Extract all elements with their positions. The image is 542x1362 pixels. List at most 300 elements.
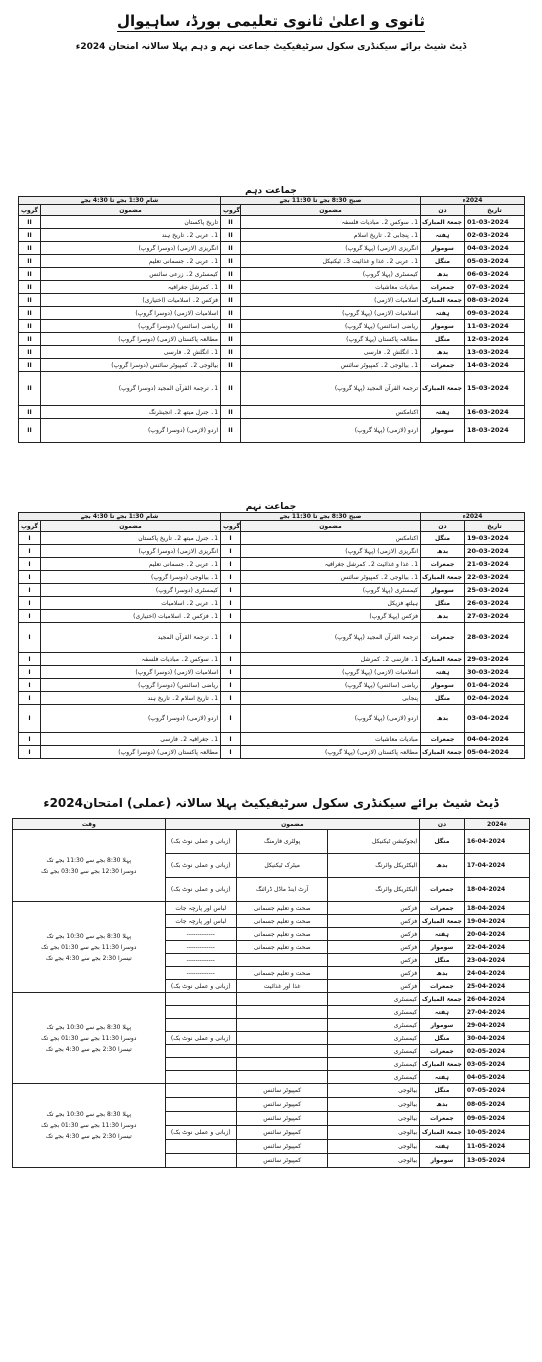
group-morning: II bbox=[221, 307, 241, 320]
time-slot: پہلا 8:30 بجے سے 10:30 بجے تک bbox=[46, 1111, 132, 1118]
subject-evening: مطالعہ پاکستان (لازمی) (دوسرا گروپ) bbox=[41, 333, 221, 346]
subject-morning: اردو (لازمی) (پہلا گروپ) bbox=[241, 705, 421, 733]
day-cell: بدھ bbox=[420, 967, 465, 980]
subject-primary: کیمسٹری bbox=[328, 1058, 420, 1071]
time-slot: دوسرا 12:30 بجے سے 03:30 بجے تک bbox=[41, 867, 137, 875]
group-morning: I bbox=[221, 733, 241, 746]
subject-morning: 1۔ بیالوجی 2۔ کمپیوٹر سائنس bbox=[241, 359, 421, 372]
subject-note bbox=[165, 1071, 236, 1084]
subject-morning: ہیلتھ فزیکل bbox=[241, 597, 421, 610]
subject-secondary bbox=[236, 1045, 328, 1058]
subject-morning: اسلامیات (لازمی) (پہلا گروپ) bbox=[241, 666, 421, 679]
group-evening: I bbox=[19, 545, 41, 558]
table-row bbox=[19, 294, 525, 307]
subject-evening: 1۔ جنرل میتھ 2۔ تاریخ پاکستان bbox=[41, 532, 221, 545]
table-row bbox=[19, 733, 525, 746]
group-evening: II bbox=[19, 333, 41, 346]
table-row bbox=[19, 346, 525, 359]
subject-morning: ریاضی (سائنس) (پہلا گروپ) bbox=[241, 679, 421, 692]
subject-note: (زبانی و عملی نوٹ بک) bbox=[165, 1032, 236, 1045]
subject-evening: تاریخ پاکستان bbox=[41, 216, 221, 229]
subject-morning: فزکس (پہلا گروپ) bbox=[241, 610, 421, 623]
table-row bbox=[19, 532, 525, 545]
subject-note: (زبانی و عملی نوٹ بک) bbox=[165, 830, 236, 854]
subject-primary: ایجوکیشن ٹیکنیکل bbox=[328, 830, 420, 854]
day-cell: منگل bbox=[420, 1032, 465, 1045]
date-cell: 26-03-2024 bbox=[465, 597, 525, 610]
date-cell: 04-03-2024 bbox=[465, 242, 525, 255]
table-row bbox=[19, 372, 525, 406]
subject-evening: 1۔ تاریخ اسلام 2۔ تاریخ ہند bbox=[41, 692, 221, 705]
group-evening: II bbox=[19, 419, 41, 443]
group-evening: I bbox=[19, 532, 41, 545]
group-morning: II bbox=[221, 281, 241, 294]
group-evening: I bbox=[19, 666, 41, 679]
table-row bbox=[19, 359, 525, 372]
time-slot: پہلا 8:30 بجے سے 10:30 بجے تک bbox=[46, 1023, 132, 1031]
day-cell: بدھ bbox=[421, 705, 465, 733]
group-evening: II bbox=[19, 307, 41, 320]
subject-evening: 1۔ کمرشل جغرافیہ bbox=[41, 281, 221, 294]
day-cell: جمعرات bbox=[421, 733, 465, 746]
table-row bbox=[19, 216, 525, 229]
col-day: دن bbox=[421, 205, 465, 216]
table-row bbox=[19, 610, 525, 623]
group-morning: II bbox=[221, 346, 241, 359]
subject-primary: کیمسٹری bbox=[328, 1019, 420, 1032]
date-cell: 20-04-2024 bbox=[464, 928, 529, 941]
group-morning: I bbox=[221, 610, 241, 623]
day-cell: ہفتہ bbox=[421, 229, 465, 242]
subject-morning: 1۔ پنجابی 2۔ تاریخ اسلام bbox=[241, 229, 421, 242]
subject-morning: مبادیات معاشیات bbox=[241, 281, 421, 294]
table-row bbox=[19, 545, 525, 558]
table-row bbox=[19, 705, 525, 733]
table-row bbox=[13, 993, 530, 1006]
col-date: تاریخ bbox=[465, 205, 525, 216]
subject-secondary: میٹرک ٹیکنیکل bbox=[236, 854, 328, 878]
subject-morning: انگریزی (لازمی) (پہلا گروپ) bbox=[241, 242, 421, 255]
day-cell: جمعرات bbox=[421, 359, 465, 372]
subject-secondary bbox=[236, 1058, 328, 1071]
subject-morning: اسلامیات (لازمی) (پہلا گروپ) bbox=[241, 307, 421, 320]
day-cell: جمعۃ المبارک bbox=[420, 915, 465, 928]
subject-morning: مطالعہ پاکستان (لازمی) (پہلا گروپ) bbox=[241, 746, 421, 759]
subject-note bbox=[165, 1084, 236, 1098]
subject-note bbox=[165, 1045, 236, 1058]
subject-secondary: صحت و تعلیم جسمانی bbox=[236, 915, 328, 928]
group-morning: I bbox=[221, 746, 241, 759]
subject-primary: بیالوجی bbox=[328, 1126, 420, 1140]
date-cell: 22-03-2024 bbox=[465, 571, 525, 584]
col-subject-morning-9: مضمون bbox=[241, 521, 421, 532]
group-evening: II bbox=[19, 281, 41, 294]
date-cell: 09-05-2024 bbox=[464, 1112, 529, 1126]
col-date-9: تاریخ bbox=[465, 521, 525, 532]
subject-evening: 1۔ ترجمۃ القرآن المجید (دوسرا گروپ) bbox=[41, 372, 221, 406]
subject-note bbox=[165, 1140, 236, 1154]
subject-morning: اکنامکس bbox=[241, 532, 421, 545]
date-cell: 25-04-2024 bbox=[464, 980, 529, 993]
time-slot: دوسرا 11:30 بجے سے 01:30 بجے تک bbox=[41, 1034, 137, 1042]
subject-primary: فزکس bbox=[328, 928, 420, 941]
date-cell: 28-03-2024 bbox=[465, 623, 525, 653]
date-cell: 05-04-2024 bbox=[465, 746, 525, 759]
group-morning: II bbox=[221, 333, 241, 346]
subject-secondary: کمپیوٹر سائنس bbox=[236, 1154, 328, 1168]
day-cell: بدھ bbox=[421, 346, 465, 359]
table-row bbox=[19, 571, 525, 584]
day-cell: سوموار bbox=[420, 1154, 465, 1168]
day-cell: منگل bbox=[421, 597, 465, 610]
table-row bbox=[19, 597, 525, 610]
subject-secondary: کمپیوٹر سائنس bbox=[236, 1112, 328, 1126]
table-row bbox=[19, 406, 525, 419]
subject-evening: اردو (لازمی) (دوسرا گروپ) bbox=[41, 419, 221, 443]
subject-morning: کیمسٹری (پہلا گروپ) bbox=[241, 268, 421, 281]
day-cell: ہفتہ bbox=[420, 1006, 465, 1019]
subject-evening: 1۔ عربی 2۔ جسمانی تعلیم bbox=[41, 558, 221, 571]
date-cell: 03-05-2024 bbox=[464, 1058, 529, 1071]
date-cell: 22-04-2024 bbox=[464, 941, 529, 954]
date-cell: 02-04-2024 bbox=[465, 692, 525, 705]
col-time: وقت bbox=[13, 819, 166, 830]
day-cell: منگل bbox=[421, 692, 465, 705]
col-subject-evening: مضمون bbox=[41, 205, 221, 216]
group-evening: I bbox=[19, 558, 41, 571]
class9-table bbox=[18, 512, 525, 759]
subject-note bbox=[165, 1058, 236, 1071]
table-row bbox=[19, 419, 525, 443]
subject-morning: اسلامیات (لازمی) bbox=[241, 294, 421, 307]
time-slot: پہلا 8:30 بجے سے 11:30 بجے تک bbox=[46, 856, 132, 864]
day-cell: بدھ bbox=[421, 268, 465, 281]
subject-secondary bbox=[236, 993, 328, 1006]
class10-body bbox=[19, 216, 525, 443]
day-cell: جمعرات bbox=[421, 623, 465, 653]
morning-head-9: صبح 8:30 بجے تا 11:30 بجے bbox=[221, 513, 421, 521]
date-cell: 20-03-2024 bbox=[465, 545, 525, 558]
subject-morning: 1۔ بیالوجی 2۔ کمپیوٹر سائنس bbox=[241, 571, 421, 584]
group-evening: II bbox=[19, 346, 41, 359]
table-row bbox=[19, 281, 525, 294]
date-cell: 01-04-2024 bbox=[465, 679, 525, 692]
group-morning: II bbox=[221, 419, 241, 443]
class9-body bbox=[19, 532, 525, 759]
day-cell: بدھ bbox=[421, 545, 465, 558]
date-cell: 01-03-2024 bbox=[465, 216, 525, 229]
subject-primary: فزکس bbox=[328, 954, 420, 967]
subject-note bbox=[165, 1098, 236, 1112]
subject-note: ------------- bbox=[165, 928, 236, 941]
date-cell: 29-03-2024 bbox=[465, 653, 525, 666]
subject-note bbox=[165, 993, 236, 1006]
date-cell: 10-05-2024 bbox=[464, 1126, 529, 1140]
subject-primary: الیکٹریکل وائرنگ bbox=[328, 878, 420, 902]
date-cell: 02-05-2024 bbox=[464, 1045, 529, 1058]
time-slot: تیسرا 2:30 بجے سے 4:30 بجے تک bbox=[45, 1045, 132, 1053]
day-cell: سوموار bbox=[420, 1019, 465, 1032]
day-cell: جمعرات bbox=[421, 558, 465, 571]
date-cell: 17-04-2024 bbox=[464, 854, 529, 878]
practical-title: ڈیٹ شیٹ برائے سیکنڈری سکول سرٹیفیکیٹ پہلا سالانہ (عملی) امتحان2024ء bbox=[43, 796, 499, 810]
col-subject-evening-9: مضمون bbox=[41, 521, 221, 532]
subject-evening: کیمسٹری 2۔ زرعی سائنس bbox=[41, 268, 221, 281]
table-row bbox=[19, 242, 525, 255]
date-cell: 29-04-2024 bbox=[464, 1019, 529, 1032]
group-morning: I bbox=[221, 532, 241, 545]
group-morning: II bbox=[221, 229, 241, 242]
group-morning: II bbox=[221, 294, 241, 307]
table-row bbox=[13, 1084, 530, 1098]
group-evening: I bbox=[19, 571, 41, 584]
subject-morning: 1۔ سوکس 2۔ مبادیات فلسفہ bbox=[241, 216, 421, 229]
subject-secondary bbox=[236, 1019, 328, 1032]
group-evening: II bbox=[19, 255, 41, 268]
group-evening: II bbox=[19, 229, 41, 242]
day-cell: سوموار bbox=[421, 419, 465, 443]
subject-evening: بیالوجی 2۔ کمپیوٹر سائنس (دوسرا گروپ) bbox=[41, 359, 221, 372]
class10-title: جماعت دہم bbox=[245, 186, 297, 196]
subject-primary: بیالوجی bbox=[328, 1098, 420, 1112]
class10-table bbox=[18, 196, 525, 443]
day-cell: سوموار bbox=[421, 584, 465, 597]
subject-evening: انگریزی (لازمی) (دوسرا گروپ) bbox=[41, 242, 221, 255]
date-cell: 26-04-2024 bbox=[464, 993, 529, 1006]
day-cell: سوموار bbox=[421, 320, 465, 333]
day-cell: جمعۃ المبارک bbox=[420, 1126, 465, 1140]
subject-evening: 1۔ عربی 2۔ اسلامیات bbox=[41, 597, 221, 610]
day-cell: جمعۃ المبارک bbox=[421, 653, 465, 666]
day-cell: جمعرات bbox=[420, 1112, 465, 1126]
col-group-m: گروپ bbox=[221, 205, 241, 216]
date-cell: 19-03-2024 bbox=[465, 532, 525, 545]
time-cell bbox=[13, 1084, 166, 1168]
subject-secondary: کمپیوٹر سائنس bbox=[236, 1098, 328, 1112]
subject-secondary: صحت و تعلیم جسمانی bbox=[236, 902, 328, 915]
group-morning: I bbox=[221, 558, 241, 571]
table-row bbox=[13, 830, 530, 854]
subject-secondary: صحت و تعلیم جسمانی bbox=[236, 941, 328, 954]
board-title bbox=[0, 12, 542, 30]
subject-secondary bbox=[236, 954, 328, 967]
table-row bbox=[19, 307, 525, 320]
subject-primary: فزکس bbox=[328, 980, 420, 993]
group-morning: I bbox=[221, 597, 241, 610]
subject-morning: اردو (لازمی) (پہلا گروپ) bbox=[241, 419, 421, 443]
subject-primary: الیکٹریکل وائرنگ bbox=[328, 854, 420, 878]
subject-primary: فزکس bbox=[328, 941, 420, 954]
table-row bbox=[19, 255, 525, 268]
date-cell: 02-03-2024 bbox=[465, 229, 525, 242]
date-cell: 18-03-2024 bbox=[465, 419, 525, 443]
subject-morning: مطالعہ پاکستان (پہلا گروپ) bbox=[241, 333, 421, 346]
time-slot: تیسرا 2:30 بجے سے 4:30 بجے تک bbox=[45, 1133, 132, 1140]
subject-primary: بیالوجی bbox=[328, 1084, 420, 1098]
subject-primary: کیمسٹری bbox=[328, 1032, 420, 1045]
table-row bbox=[19, 229, 525, 242]
subject-primary: بیالوجی bbox=[328, 1154, 420, 1168]
practical-table bbox=[12, 818, 530, 1168]
day-cell: بدھ bbox=[421, 610, 465, 623]
col-group-9: گروپ bbox=[19, 521, 41, 532]
group-evening: II bbox=[19, 320, 41, 333]
day-cell: سوموار bbox=[421, 242, 465, 255]
date-cell: 18-04-2024 bbox=[464, 878, 529, 902]
year-label-9: 2024ء bbox=[421, 513, 525, 521]
date-cell: 15-03-2024 bbox=[465, 372, 525, 406]
day-cell: جمعۃ المبارک bbox=[420, 1058, 465, 1071]
subject-morning: 1۔ عربی 2۔ غذا و غذائیت 3۔ ٹیکنیکل bbox=[241, 255, 421, 268]
time-cell bbox=[13, 902, 166, 993]
day-cell: سوموار bbox=[420, 941, 465, 954]
year-label: 2024ء bbox=[421, 197, 525, 205]
group-evening: II bbox=[19, 406, 41, 419]
date-cell: 04-05-2024 bbox=[464, 1071, 529, 1084]
subject-evening: مطالعہ پاکستان (لازمی) (دوسرا گروپ) bbox=[41, 746, 221, 759]
day-cell: بدھ bbox=[420, 854, 465, 878]
subject-evening: اسلامیات (لازمی) (دوسرا گروپ) bbox=[41, 666, 221, 679]
date-cell: 16-04-2024 bbox=[464, 830, 529, 854]
board-title-text: ثانوی و اعلیٰ ثانوی تعلیمی بورڈ، ساہیوال bbox=[117, 12, 425, 30]
day-cell: ہفتہ bbox=[421, 307, 465, 320]
subject-evening: کیمسٹری (دوسرا گروپ) bbox=[41, 584, 221, 597]
date-cell: 18-04-2024 bbox=[464, 902, 529, 915]
group-evening: I bbox=[19, 610, 41, 623]
subject-primary: فزکس bbox=[328, 902, 420, 915]
group-morning: I bbox=[221, 653, 241, 666]
group-morning: II bbox=[221, 216, 241, 229]
subject-evening: 1۔ عربی 2۔ جسمانی تعلیم bbox=[41, 255, 221, 268]
date-cell: 24-04-2024 bbox=[464, 967, 529, 980]
group-evening: II bbox=[19, 242, 41, 255]
practical-body bbox=[13, 830, 530, 1168]
table-row bbox=[19, 584, 525, 597]
subject-evening: 1۔ انگلش 2۔ فارسی bbox=[41, 346, 221, 359]
subject-secondary: کمپیوٹر سائنس bbox=[236, 1140, 328, 1154]
date-cell: 13-03-2024 bbox=[465, 346, 525, 359]
date-cell: 11-03-2024 bbox=[465, 320, 525, 333]
subject-evening: ریاضی (سائنس) (دوسرا گروپ) bbox=[41, 679, 221, 692]
date-cell: 08-05-2024 bbox=[464, 1098, 529, 1112]
table-row bbox=[19, 653, 525, 666]
day-cell: منگل bbox=[420, 1084, 465, 1098]
group-morning: II bbox=[221, 242, 241, 255]
date-cell: 03-04-2024 bbox=[465, 705, 525, 733]
day-cell: جمعۃ المبارک bbox=[421, 746, 465, 759]
day-cell: ہفتہ bbox=[420, 1140, 465, 1154]
day-cell: جمعۃ المبارک bbox=[421, 216, 465, 229]
group-evening: I bbox=[19, 584, 41, 597]
date-cell: 19-04-2024 bbox=[464, 915, 529, 928]
evening-head: شام 1:30 بجے تا 4:30 بجے bbox=[19, 197, 221, 205]
subject-note: (زبانی و عملی نوٹ بک) bbox=[165, 878, 236, 902]
group-evening: II bbox=[19, 372, 41, 406]
date-cell: 09-03-2024 bbox=[465, 307, 525, 320]
date-cell: 07-05-2024 bbox=[464, 1084, 529, 1098]
subject-note: ------------- bbox=[165, 941, 236, 954]
subject-morning: 1۔ غذا و غذائیت 2۔ کمرشل جغرافیہ bbox=[241, 558, 421, 571]
evening-head-9: شام 1:30 بجے تا 4:30 بجے bbox=[19, 513, 221, 521]
group-evening: II bbox=[19, 216, 41, 229]
subject-secondary: پولٹری فارمنگ bbox=[236, 830, 328, 854]
table-row bbox=[19, 666, 525, 679]
date-cell: 11-05-2024 bbox=[464, 1140, 529, 1154]
table-row bbox=[19, 558, 525, 571]
subject-note bbox=[165, 1006, 236, 1019]
date-cell: 30-04-2024 bbox=[464, 1032, 529, 1045]
day-cell: جمعۃ المبارک bbox=[421, 372, 465, 406]
subject-note bbox=[165, 1019, 236, 1032]
subject-secondary: کمپیوٹر سائنس bbox=[236, 1126, 328, 1140]
day-cell: بدھ bbox=[420, 1098, 465, 1112]
date-cell: 23-04-2024 bbox=[464, 954, 529, 967]
subject-evening: 1۔ جنرل میتھ 2۔ انجینئرنگ bbox=[41, 406, 221, 419]
group-evening: I bbox=[19, 653, 41, 666]
group-morning: II bbox=[221, 372, 241, 406]
subject-morning: 1۔ انگلش 2۔ فارسی bbox=[241, 346, 421, 359]
day-cell: جمعرات bbox=[421, 281, 465, 294]
subject-note: لباس اور پارچہ جات bbox=[165, 915, 236, 928]
class9-title: جماعت نہم bbox=[245, 502, 297, 512]
group-morning: I bbox=[221, 666, 241, 679]
time-slot: دوسرا 11:30 بجے سے 01:30 بجے تک bbox=[41, 943, 137, 951]
day-cell: سوموار bbox=[421, 679, 465, 692]
date-cell: 27-04-2024 bbox=[464, 1006, 529, 1019]
time-slot: دوسرا 11:30 بجے سے 01:30 بجے تک bbox=[41, 1122, 137, 1129]
subject-primary: فزکس bbox=[328, 967, 420, 980]
subject-morning: انگریزی (لازمی) (پہلا گروپ) bbox=[241, 545, 421, 558]
date-cell: 16-03-2024 bbox=[465, 406, 525, 419]
group-morning: I bbox=[221, 545, 241, 558]
date-cell: 27-03-2024 bbox=[465, 610, 525, 623]
subtitle: ڈیٹ شیٹ برائے سیکنڈری سکول سرٹیفیکیٹ جماعت نہم و دہم پہلا سالانہ امتحان 2024ء bbox=[75, 42, 467, 52]
day-cell: جمعرات bbox=[420, 1045, 465, 1058]
table-row bbox=[19, 746, 525, 759]
time-slot: پہلا 8:30 بجے سے 10:30 بجے تک bbox=[46, 932, 132, 940]
subject-note bbox=[165, 1154, 236, 1168]
group-morning: I bbox=[221, 584, 241, 597]
col-day-practical: دن bbox=[420, 819, 465, 830]
table-row bbox=[19, 692, 525, 705]
subject-morning: 1۔ فارسی 2۔ کمرشل bbox=[241, 653, 421, 666]
subject-evening: 1۔ سوکس 2۔ مبادیات فلسفہ bbox=[41, 653, 221, 666]
group-evening: I bbox=[19, 746, 41, 759]
day-cell: جمعرات bbox=[420, 980, 465, 993]
day-cell: جمعۃ المبارک bbox=[420, 993, 465, 1006]
col-subject-morning: مضمون bbox=[241, 205, 421, 216]
group-morning: I bbox=[221, 571, 241, 584]
col-day-9: دن bbox=[421, 521, 465, 532]
subject-evening: اسلامیات (لازمی) (دوسرا گروپ) bbox=[41, 307, 221, 320]
time-cell bbox=[13, 830, 166, 902]
day-cell: منگل bbox=[420, 830, 465, 854]
group-morning: II bbox=[221, 255, 241, 268]
day-cell: منگل bbox=[421, 333, 465, 346]
subject-morning: مبادیات معاشیات bbox=[241, 733, 421, 746]
group-evening: II bbox=[19, 294, 41, 307]
group-morning: I bbox=[221, 705, 241, 733]
subject-note: (زبانی و عملی نوٹ بک) bbox=[165, 1126, 236, 1140]
subject-note: لباس اور پارچہ جات bbox=[165, 902, 236, 915]
date-cell: 13-05-2024 bbox=[464, 1154, 529, 1168]
subject-morning: کیمسٹری (پہلا گروپ) bbox=[241, 584, 421, 597]
table-row bbox=[19, 679, 525, 692]
day-cell: ہفتہ bbox=[420, 1071, 465, 1084]
date-cell: 12-03-2024 bbox=[465, 333, 525, 346]
day-cell: منگل bbox=[421, 532, 465, 545]
day-cell: ہفتہ bbox=[421, 666, 465, 679]
